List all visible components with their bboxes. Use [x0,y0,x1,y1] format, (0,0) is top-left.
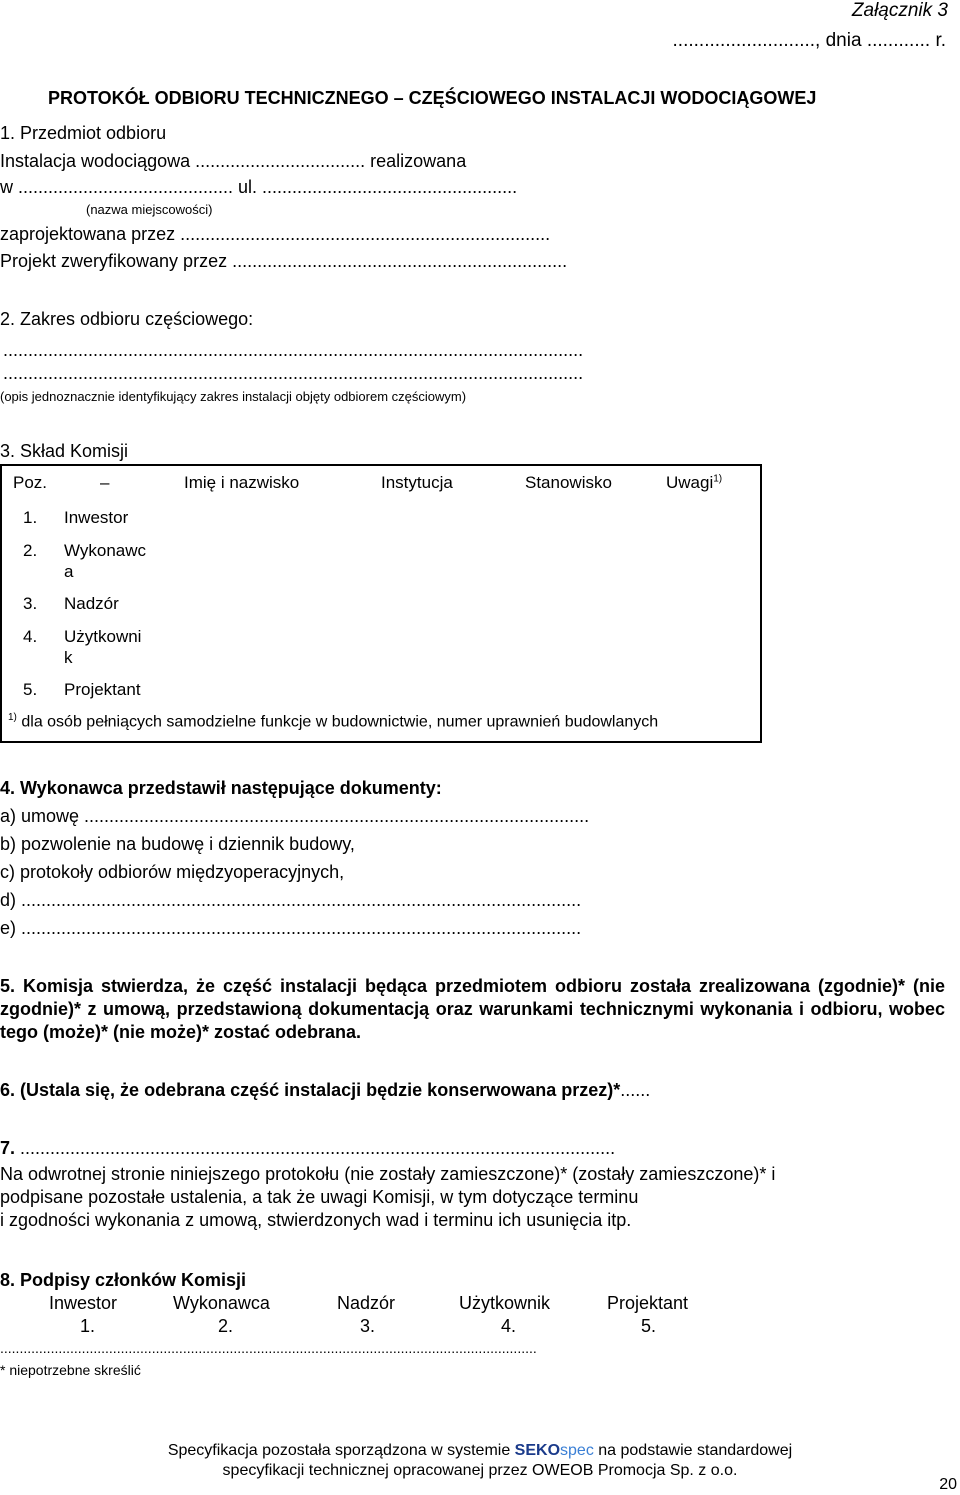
sig-role-uzytkownik: Użytkownik [459,1293,551,1313]
date-line: ..........................., dnia ............ r. [672,30,946,51]
row-role: Inwestor [64,508,129,527]
footer-post: na podstawie standardowej [593,1442,793,1459]
section2-caption: (opis jednoznacznie identyfikujący zakres instalacji objęty odbiorem częściowym) [0,389,467,404]
footer-line1 [0,1442,960,1460]
sig-num-5: 5. [641,1316,657,1336]
section7-line1: Na odwrotnej stronie niniejszego protokołu (nie zostały zamieszczone)* (zostały zamieszczone)* i [0,1164,776,1184]
row-num: 1. [23,508,38,527]
sig-role-nadzor: Nadzór [337,1293,396,1313]
sig-role-inwestor: Inwestor [49,1293,118,1313]
footnote-sup: 1) [8,712,17,723]
doc-item-e: e) ................................................................................................................ [0,918,582,938]
table-footnote [8,712,658,731]
col-notes [666,473,722,493]
row-role: Projektant [64,680,141,699]
col-institution: Instytucja [381,473,453,492]
brand-seko: SEKO [514,1442,561,1459]
section7-heading: 7. [0,1138,16,1158]
row-num: 5. [23,680,38,699]
caption-place: (nazwa miejscowości) [86,202,213,217]
commission-table-body [0,464,760,743]
sig-role-wykonawca: Wykonawca [173,1293,270,1313]
sig-role-projektant: Projektant [607,1293,689,1313]
section1-line3: zaprojektowana przez .......................................................................... [0,224,551,244]
col-notes-label: Uwagi [666,473,714,492]
footer-line2: specyfikacji technicznej opracowanej przez OWEOB Promocja Sp. z o.o. [222,1462,738,1479]
section2-heading: 2. Zakres odbioru częściowego: [0,309,254,329]
sig-num-4: 4. [501,1316,517,1336]
section5-text: 5. Komisja stwierdza, że część instalacji będąca przedmiotem odbioru została zrealizowana (zgodnie)* (nie zgodnie)* z umową, przedstawioną dokumentacją oraz warunkami technicznymi wykonania i odbioru, wobec tego (może)* (nie może)* zostać odebrana. [0,976,945,1042]
section7-line3: i zgodności wykonania z umową, stwierdzonych wad i terminu ich usunięcia itp. [0,1210,632,1230]
section2-dots1: .................................................................................................................... [3,340,584,360]
section1-line4: Projekt zweryfikowany przez ................................................................... [0,251,568,271]
section1-line2: w ........................................... ul. ................................................... [0,177,518,197]
row-num: 3. [23,594,38,613]
section1-line1: Instalacja wodociągowa .................................. realizowana [0,151,467,171]
row-role-cont: k [64,648,73,667]
section6-text: 6. (Ustala się, że odebrana część instalacji będzie konserwowana przez)* [0,1080,621,1100]
annex-label: Załącznik 3 [851,0,948,21]
row-role: Użytkowni [64,627,142,646]
sig-num-3: 3. [360,1316,376,1336]
col-notes-sup: 1) [713,473,723,485]
section7-dots: ....................................................................................................................... [20,1138,616,1158]
sig-dots: .......................................................................................................................................... [0,1340,537,1356]
section7-heading-line [0,1138,615,1159]
row-role-cont: a [64,562,74,581]
section3-heading: 3. Skład Komisji [0,441,129,461]
doc-item-c: c) protokoły odbiorów międzyoperacyjnych, [0,862,345,882]
sig-num-1: 1. [80,1316,96,1336]
col-dash: – [100,473,110,492]
doc-item-d: d) ................................................................................................................ [0,890,582,910]
doc-item-b: b) pozwolenie na budowę i dziennik budowy, [0,834,355,854]
row-role: Nadzór [64,594,119,613]
section6-line [0,1080,650,1101]
footer-pre: Specyfikacja pozostała sporządzona w systemie [167,1442,515,1459]
section1-heading: 1. Przedmiot odbioru [0,123,167,143]
sig-num-2: 2. [218,1316,234,1336]
footnote-text: dla osób pełniących samodzielne funkcje w budownictwie, numer uprawnień budowlanych [21,713,659,731]
col-position: Stanowisko [525,473,612,492]
col-poz: Poz. [13,473,48,492]
section6-dots: ...... [620,1080,651,1100]
doc-item-a: a) umowę ..................................................................................................... [0,806,590,826]
footnote-unnecessary: * niepotrzebne skreślić [0,1362,141,1378]
row-num: 4. [23,627,38,646]
section4-heading: 4. Wykonawca przedstawił następujące dokumenty: [0,778,442,798]
page-title: PROTOKÓŁ ODBIORU TECHNICZNEGO – CZĘŚCIOWEGO INSTALACJI WODOCIĄGOWEJ [48,88,817,108]
col-name: Imię i nazwisko [184,473,300,492]
section7-line2: podpisane pozostałe ustalenia, a tak że uwagi Komisji, w tym dotyczące terminu [0,1187,639,1207]
page-number: 20 [939,1476,957,1493]
section8-heading: 8. Podpisy członków Komisji [0,1270,247,1290]
row-role: Wykonawc [64,541,147,560]
brand-spec: spec [560,1442,594,1459]
row-num: 2. [23,541,38,560]
section2-dots2: .................................................................................................................... [3,363,584,383]
